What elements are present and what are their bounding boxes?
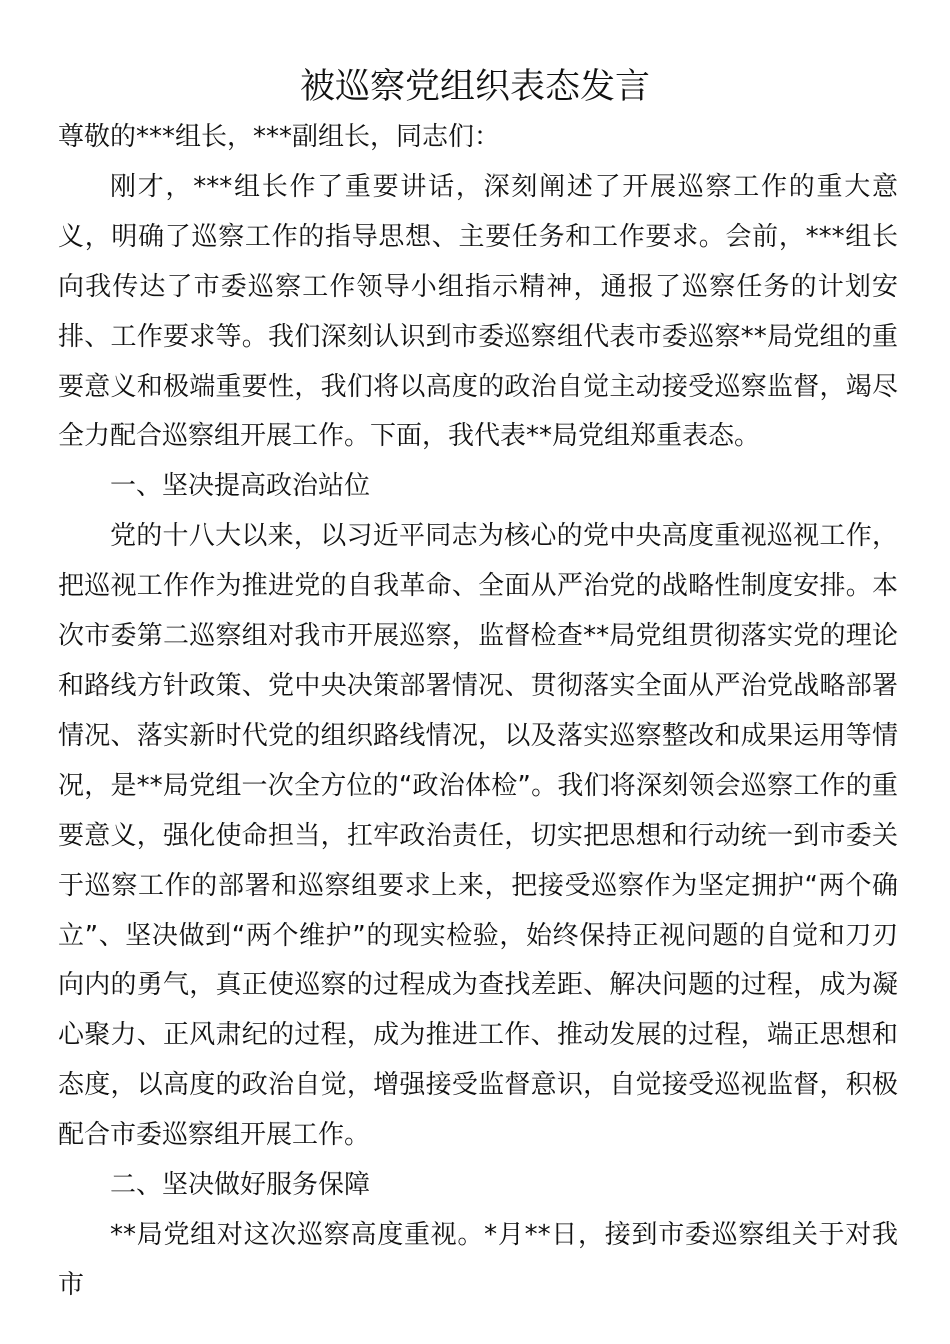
paragraph-opening: 刚才，***组长作了重要讲话，深刻阐述了开展巡察工作的重大意义，明确了巡察工作的指导思想、主要任务和工作要求。会前，***组长向我传达了市委巡察工作领导小组指示精神，通报了巡察任务的计划安排、工作要求等。我们深刻认识到市委巡察组代表市委巡察**局党组的重要意义和极端重要性，我们将以高度的政治自觉主动接受巡察监督，竭尽全力配合巡察组开展工作。下面，我代表**局党组郑重表态。	[58, 171, 898, 452]
document-body	[58, 113, 898, 1311]
paragraph-section-2: **局党组对这次巡察高度重视。*月**日，接到市委巡察组关于对我市	[58, 1219, 898, 1300]
section-heading-2: 二、坚决做好服务保障	[110, 1170, 371, 1201]
salutation: 尊敬的***组长，***副组长，同志们：	[58, 122, 501, 152]
section-heading-1: 一、坚决提高政治站位	[110, 471, 371, 502]
paragraph-section-1: 党的十八大以来，以习近平同志为核心的党中央高度重视巡视工作，把巡视工作作为推进党的自我革命、全面从严治党的战略性制度安排。本次市委第二巡察组对我市开展巡察，监督检查**局党组贯彻落实党的理论和路线方针政策、党中央决策部署情况、贯彻落实全面从严治党战略部署情况、落实新时代党的组织路线情况，以及落实巡察整改和成果运用等情况，是**局党组一次全方位的“政治体检”。我们将深刻领会巡察工作的重要意义，强化使命担当，扛牢政治责任，切实把思想和行动统一到市委关于巡察工作的部署和巡察组要求上来，把接受巡察作为坚定拥护“两个确立”、坚决做到“两个维护”的现实检验，始终保持正视问题的自觉和刀刃向内的勇气，真正使巡察的过程成为查找差距、解决问题的过程，成为凝心聚力、正风肃纪的过程，成为推进工作、推动发展的过程，端正思想和态度，以高度的政治自觉，增强接受监督意识，自觉接受巡视监督，积极配合市委巡察组开展工作。	[58, 521, 898, 1151]
document-title: 被巡察党组织表态发言	[299, 67, 650, 107]
